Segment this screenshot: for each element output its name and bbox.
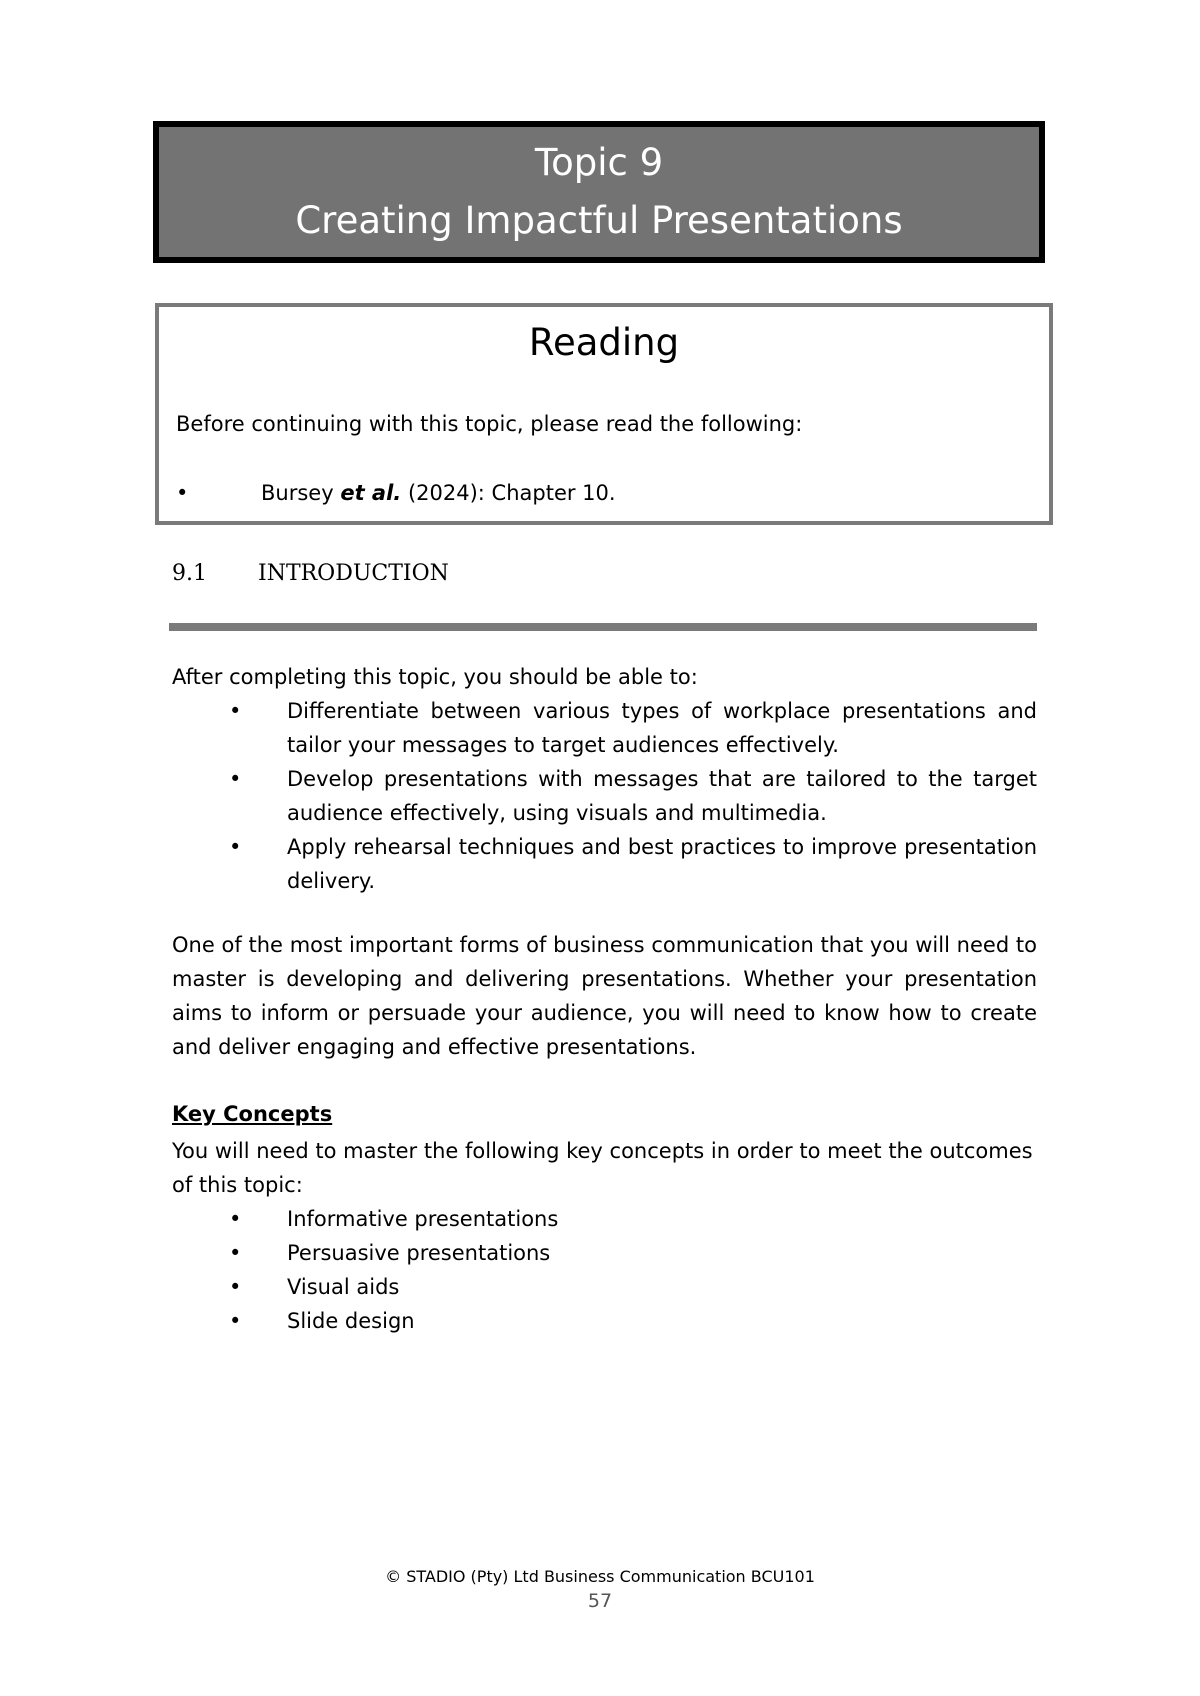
outcome-text: Differentiate between various types of workplace presentations and tailor your messages to target audiences effectively. <box>287 699 1037 757</box>
bullet-icon: • <box>229 1207 242 1231</box>
key-concepts-list <box>172 1202 1037 1338</box>
section-number: 9.1 <box>172 561 207 586</box>
bullet-icon: • <box>229 1275 242 1299</box>
footer-copyright: © STADIO (Pty) Ltd Business Communication BCU101 <box>385 1567 815 1586</box>
concept-text: Persuasive presentations <box>287 1241 551 1265</box>
outcome-text: Apply rehearsal techniques and best practices to improve presentation delivery. <box>287 835 1037 893</box>
bullet-icon: • <box>229 1241 242 1265</box>
bullet-icon: • <box>176 481 189 505</box>
reading-reference <box>261 481 616 505</box>
bullet-icon: • <box>229 767 242 791</box>
list-item <box>172 1236 1037 1270</box>
list-item <box>172 830 1037 898</box>
list-item <box>172 762 1037 830</box>
concept-text: Slide design <box>287 1309 415 1333</box>
concept-text: Visual aids <box>287 1275 400 1299</box>
list-item <box>172 1270 1037 1304</box>
reading-title: Reading <box>528 321 680 364</box>
list-item <box>172 1202 1037 1236</box>
section-title: INTRODUCTION <box>258 561 449 586</box>
reference-author: Bursey <box>261 481 341 505</box>
page-number: 57 <box>587 1590 613 1612</box>
bullet-icon: • <box>229 699 242 723</box>
intro-paragraph: One of the most important forms of business communication that you will need to master is developing and delivering presentations. Whether your presentation aims to inform or persuade your audience, you will need to know how to create and deliver engaging and effective presentations. <box>172 933 1037 1059</box>
topic-number: Topic 9 <box>534 141 664 184</box>
topic-banner <box>153 121 1045 263</box>
concept-text: Informative presentations <box>287 1207 559 1231</box>
key-concepts-intro: You will need to master the following key concepts in order to meet the outcomes of this topic: <box>172 1139 1033 1197</box>
outcomes-intro: After completing this topic, you should be able to: <box>172 665 698 689</box>
bullet-icon: • <box>229 1309 242 1333</box>
outcomes-list <box>172 694 1037 898</box>
reference-detail: (2024): Chapter 10. <box>401 481 616 505</box>
reading-box <box>155 303 1053 525</box>
bullet-icon: • <box>229 835 242 859</box>
key-concepts-heading: Key Concepts <box>172 1102 333 1126</box>
reference-et-al: et al. <box>340 481 402 505</box>
reading-intro: Before continuing with this topic, please read the following: <box>176 412 803 436</box>
list-item <box>172 694 1037 762</box>
list-item <box>172 1304 1037 1338</box>
outcome-text: Develop presentations with messages that are tailored to the target audience effectively, using visuals and multimedia. <box>287 767 1037 825</box>
topic-title: Creating Impactful Presentations <box>295 199 903 242</box>
section-divider <box>169 623 1037 631</box>
